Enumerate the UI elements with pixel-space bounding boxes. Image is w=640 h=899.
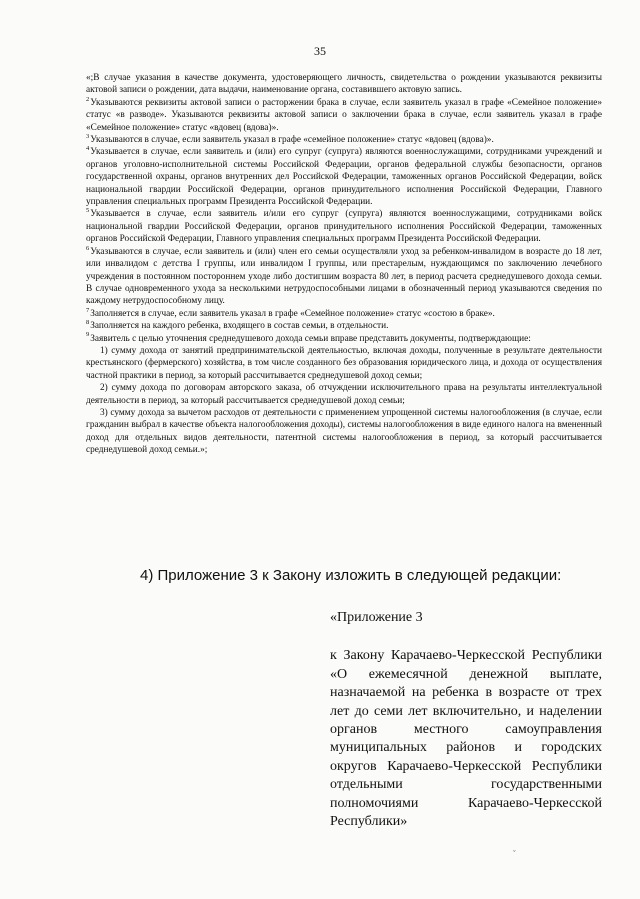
scan-mark: ˇ <box>513 849 516 858</box>
footnote-text: 2) сумму дохода по договорам авторского заказа, об отчуждении исключительного права на результаты интеллектуальной деятельности в период, за который рассчитывается среднедушевой доход семьи; <box>86 383 602 406</box>
footnote-fn9-3 <box>86 407 602 457</box>
footnote-number: 2 <box>86 95 90 103</box>
footnote-text: Заявитель с целью уточнения среднедушевого дохода семьи вправе представить документы, подтверждающие: <box>90 333 531 344</box>
footnote-number: 9 <box>86 331 90 339</box>
footnote-text: Указываются в случае, если заявитель указал в графе «семейное положение» статус «вдовец (вдова)». <box>90 135 494 146</box>
page-number: 35 <box>314 44 326 58</box>
footnote-fn6 <box>86 246 602 308</box>
footnote-number: 5 <box>86 207 90 215</box>
footnote-fn5 <box>86 208 602 245</box>
footnote-text: «;В случае указания в качестве документа, удостоверяющего личность, свидетельства о рождении указываются реквизиты актовой записи о рождении, дата выдачи, наименование органа, составившего актовую запись. <box>86 73 602 96</box>
footnote-fn8 <box>86 320 602 332</box>
amendment-item: 4) Приложение 3 к Закону изложить в следующей редакции: <box>140 567 562 584</box>
footnote-text: 3) сумму дохода за вычетом расходов от деятельности с применением упрощенной системы налогообложения (в случае, если гражданин выбрал в качестве объекта налогообложения доходы), системы налогообложения в виде единого налога на вмененный доход для отдельных видов деятельности, патентной системы налогообложения в период, за который рассчитывается среднедушевой доход семьи.»; <box>86 407 602 456</box>
footnote-number: 3 <box>86 132 90 140</box>
appendix-body: к Закону Карачаево-Черкесской Республики «О ежемесячной денежной выплате, назначаемой на ребенка в возрасте от трех лет до семи лет включительно, и наделении органов местного самоуправления муниципальных районов и городских округов Карачаево-Черкесской Республики отдельными государственными полномочиями Карачаево-Черкесской Республики» <box>330 648 602 830</box>
appendix-title: «Приложение 3 <box>330 610 423 625</box>
footnote-fn9 <box>86 333 602 345</box>
footnote-number: 8 <box>86 319 90 327</box>
footnotes <box>86 72 602 457</box>
footnote-text: Указывается в случае, если заявитель и (или) его супруг (супруга) являются военнослужащими, сотрудниками учреждений и органов уголовно-исполнительной системы Российской Федерации, органов федеральной службы безопасности, органов государственной охраны, органов внутренних дел Российской Федерации, таможенных органов Российской Федерации, войск национальной гвардии Российской Федерации, органов принудительного исполнения Российской Федерации, Главного управления специальных программ Президента Российской Федерации. <box>86 147 602 208</box>
footnote-number: 6 <box>86 244 90 252</box>
footnote-fn4 <box>86 146 602 208</box>
footnote-text: Указывается в случае, если заявитель и/или его супруг (супруга) являются военнослужащими, сотрудниками войск национальной гвардии Российской Федерации, органов принудительного исполнения Российской Федерации, таможенных органов Российской Федерации, Главного управления специальных программ Президента Российской Федерации. <box>86 209 602 245</box>
footnote-fn7 <box>86 308 602 320</box>
footnote-text: Заполняется в случае, если заявитель указал в графе «Семейное положение» статус «состою в браке». <box>90 308 495 319</box>
footnote-text: Заполняется на каждого ребенка, входящего в состав семьи, в отдельности. <box>90 321 389 332</box>
footnote-fn2 <box>86 97 602 134</box>
appendix-header <box>330 609 602 831</box>
footnote-cont <box>86 72 602 97</box>
footnote-text: Указываются в случае, если заявитель и (или) член его семьи осуществляли уход за ребенком-инвалидом в возрасте до 18 лет, или инвалидом с детства I группы, или инвалидом I группы, или престарелым, нуждающимся по заключению лечебного учреждения в постоянном постороннем уходе либо достигшим возраста 80 лет, в период расчета среднедушевого дохода семьи. В случае одновременного ухода за несколькими нетрудоспособными лицами в обозначенный период указываются сведения по каждому нетрудоспособному лицу. <box>86 246 602 307</box>
footnote-text: Указываются реквизиты актовой записи о расторжении брака в случае, если заявитель указал в графе «Семейное положение» статус «в разводе». Указываются реквизиты актовой записи о заключении брака в случае, если заявитель указал в графе «Семейное положение» статус «вдовец (вдова)». <box>86 97 602 133</box>
footnote-fn9-2 <box>86 382 602 407</box>
footnote-number: 4 <box>86 145 90 153</box>
footnote-text: 1) сумму дохода от занятий предпринимательской деятельностью, включая доходы, полученные в результате деятельности крестьянского (фермерского) хозяйства, в том числе созданного без образования юридического лица, и дохода от осуществления частной практики в период, за который рассчитывается среднедушевой доход семьи; <box>86 345 602 381</box>
footnote-fn9-1 <box>86 345 602 382</box>
footnote-number: 7 <box>86 306 90 314</box>
footnote-fn3 <box>86 134 602 146</box>
